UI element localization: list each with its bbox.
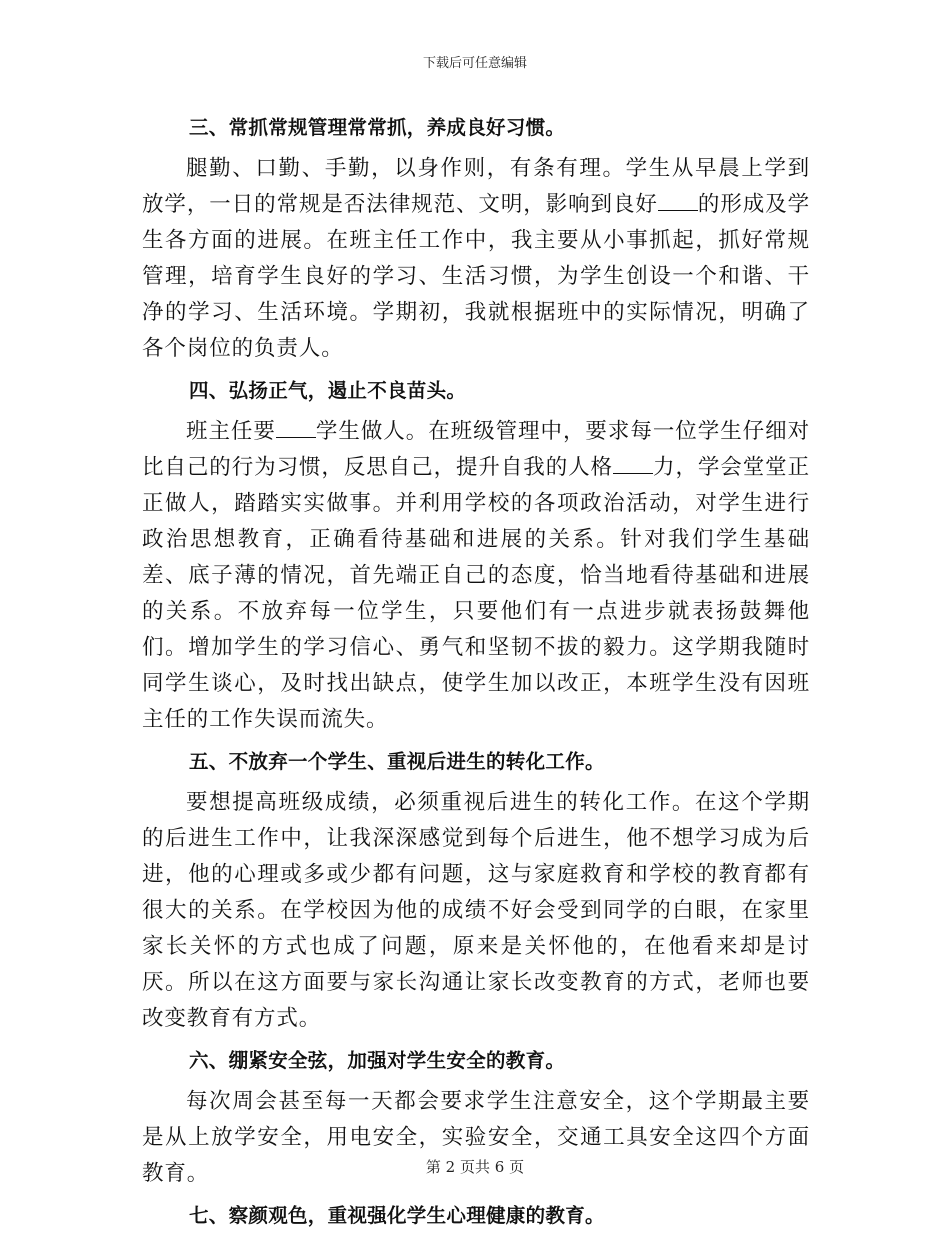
section-heading-5: 五、不放弃一个学生、重视后进生的转化工作。	[189, 750, 605, 773]
section-paragraph-5	[142, 785, 810, 1037]
section-heading-3: 三、常抓常规管理常常抓，养成良好习惯。	[189, 116, 566, 139]
section-heading-6: 六、绷紧安全弦，加强对学生安全的教育。	[189, 1049, 566, 1072]
section-paragraph-4	[142, 414, 810, 738]
fill-blank	[658, 192, 698, 211]
page-number: 第 2 页共 6 页	[425, 1158, 525, 1176]
page-header: 下载后可任意编辑	[422, 56, 527, 71]
fill-blank	[276, 419, 316, 438]
section-heading-7: 七、察颜观色，重视强化学生心理健康的教育。	[189, 1204, 605, 1227]
paragraph-text: 每次周会甚至每一天都会要求学生注意安全，这个学期最主要是从上放学安全，用电安全，实验安全，交通工具安全这四个方面教育。	[142, 1089, 810, 1186]
paragraph-text: 腿勤、口勤、手勤，以身作则，有条有理。学生从早晨上学到放学，一日的常规是否法律规范、文明，影响到良好	[142, 156, 810, 217]
paragraph-text: 班主任要	[186, 419, 276, 444]
section-paragraph-3	[142, 151, 810, 367]
fill-blank	[613, 455, 653, 474]
paragraph-text: 要想提高班级成绩，必须重视后进生的转化工作。在这个学期的后进生工作中，让我深深感觉到每个后进生，他不想学习成为后进，他的心理或多或少都有问题，这与家庭救育和学校的教育都有很大的关系。在学校因为他的成绩不好会受到同学的白眼，在家里家长关怀的方式也成了问题，原来是关怀他的，在他看来却是讨厌。所以在这方面要与家长沟通让家长改变教育的方式，老师也要改变教育有方式。	[142, 790, 810, 1031]
document-body	[142, 104, 810, 1239]
paragraph-text: 学生做人。在班级管理中，要求每一位学生仔细对比自己的行为习惯，反思自己，提升自我的人格	[142, 419, 810, 480]
section-heading-4: 四、弘扬正气，遏止不良苗头。	[189, 379, 467, 402]
paragraph-text: 的形成及学生各方面的进展。在班主任工作中，我主要从小事抓起，抓好常规管理，培育学生良好的学习、生活习惯，为学生创设一个和谐、干净的学习、生活环境。学期初，我就根据班中的实际情况，明确了各个岗位的负责人。	[142, 192, 810, 361]
paragraph-text: 力，学会堂堂正正做人，踏踏实实做事。并利用学校的各项政治活动，对学生进行政治思想教育，正确看待基础和进展的关系。针对我们学生基础差、底子薄的情况，首先端正自己的态度，恰当地看待基础和进展的关系。不放弃每一位学生，只要他们有一点进步就表扬鼓舞他们。增加学生的学习信心、勇气和坚韧不拔的毅力。这学期我随时同学生谈心，及时找出缺点，使学生加以改正，本班学生没有因班主任的工作失误而流失。	[142, 455, 810, 732]
